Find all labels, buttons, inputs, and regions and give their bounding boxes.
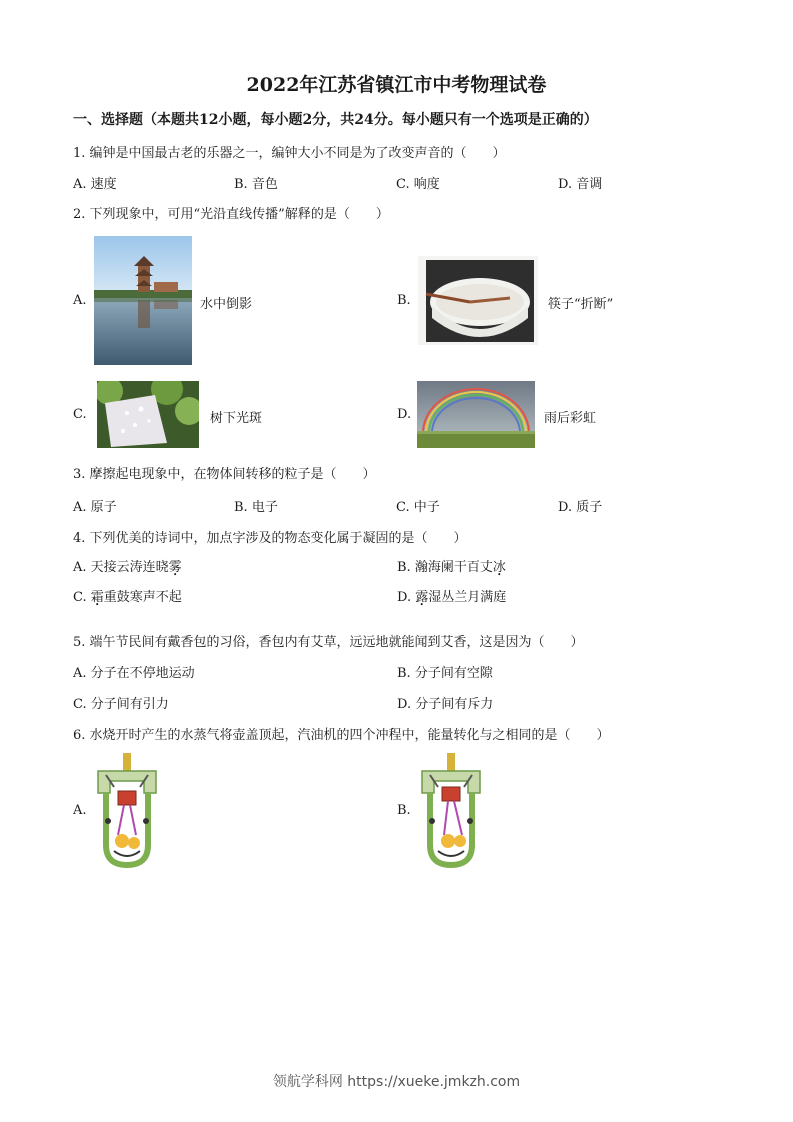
q2-option-d-letter[interactable]: D.	[397, 407, 412, 422]
q5-option-a[interactable]: A. 分子在不停地运动	[73, 666, 195, 681]
question-6-stem: 6. 水烧开时产生的水蒸气将壶盖顶起，汽油机的四个冲程中，能量转化与之相同的是（ ）	[73, 728, 610, 743]
q4-option-b-text: B. 瀚海阑干百丈	[397, 560, 493, 575]
q2-option-d-text: 雨后彩虹	[544, 411, 597, 426]
q4-option-b[interactable]	[397, 556, 506, 575]
question-2-stem: 2. 下列现象中，可用“光沿直线传播”解释的是（ ）	[73, 207, 389, 222]
q5-option-c[interactable]: C. 分子间有引力	[73, 697, 169, 712]
q5-option-d[interactable]: D. 分子间有斥力	[397, 697, 494, 712]
pagoda-reflection-image	[94, 236, 192, 365]
q1-option-d[interactable]: D. 音调	[558, 177, 603, 192]
q5-option-b[interactable]: B. 分子间有空隙	[397, 666, 493, 681]
q2-option-b-text: 筷子“折断”	[548, 297, 614, 312]
q2-option-c-letter[interactable]: C.	[73, 407, 87, 422]
section-heading: 一、选择题（本题共12小题，每小题2分，共24分。每小题只有一个选项是正确的）	[73, 112, 598, 128]
q4-option-a-dotted-char: 雾	[168, 560, 182, 575]
q4-option-c[interactable]	[73, 586, 182, 605]
q4-option-c-dotted-char: 霜	[90, 590, 104, 605]
question-4-stem: 4. 下列优美的诗词中，加点字涉及的物态变化属于凝固的是（ ）	[73, 531, 467, 546]
q4-option-c-rest: 重鼓寒声不起	[103, 590, 182, 605]
q4-option-a[interactable]	[73, 556, 182, 575]
q3-option-b[interactable]: B. 电子	[234, 500, 278, 515]
page-title: 2022年江苏省镇江市中考物理试卷	[246, 74, 547, 96]
q3-option-a[interactable]: A. 原子	[73, 500, 117, 515]
question-5-stem: 5. 端午节民间有戴香包的习俗，香包内有艾草，远远地就能闻到艾香，这是因为（ ）	[73, 635, 584, 650]
q4-option-d[interactable]	[397, 586, 506, 605]
q1-option-c[interactable]: C. 响度	[396, 177, 440, 192]
q2-option-b-letter[interactable]: B.	[397, 293, 411, 308]
q4-option-d-rest: 湿丛兰月满庭	[428, 590, 507, 605]
q1-option-b[interactable]: B. 音色	[234, 177, 278, 192]
chopstick-bowl-image	[418, 256, 538, 345]
q2-option-a-letter[interactable]: A.	[73, 293, 87, 308]
tree-light-spots-image	[97, 381, 199, 448]
q2-option-a-text: 水中倒影	[200, 297, 253, 312]
engine-stroke-b-diagram	[418, 753, 484, 868]
q3-option-d[interactable]: D. 质子	[558, 500, 603, 515]
q4-option-d-text: D.	[397, 590, 416, 605]
q2-option-c-text: 树下光斑	[210, 411, 263, 426]
rainbow-image	[417, 381, 535, 448]
footer-watermark: 领航学科网 https://xueke.jmkzh.com	[272, 1074, 521, 1090]
q4-option-c-text: C.	[73, 590, 91, 605]
question-1-stem: 1. 编钟是中国最古老的乐器之一，编钟大小不同是为了改变声音的（ ）	[73, 146, 506, 161]
q4-option-a-text: A. 天接云涛连晓	[73, 560, 169, 575]
q6-option-b-letter[interactable]: B.	[397, 803, 411, 818]
q4-option-d-dotted-char: 露	[415, 590, 429, 605]
q4-option-b-dotted-char: 冰	[492, 560, 506, 575]
question-3-stem: 3. 摩擦起电现象中，在物体间转移的粒子是（ ）	[73, 467, 376, 482]
engine-stroke-a-diagram	[94, 753, 160, 868]
q6-option-a-letter[interactable]: A.	[73, 803, 87, 818]
q3-option-c[interactable]: C. 中子	[396, 500, 440, 515]
q1-option-a[interactable]: A. 速度	[73, 177, 117, 192]
